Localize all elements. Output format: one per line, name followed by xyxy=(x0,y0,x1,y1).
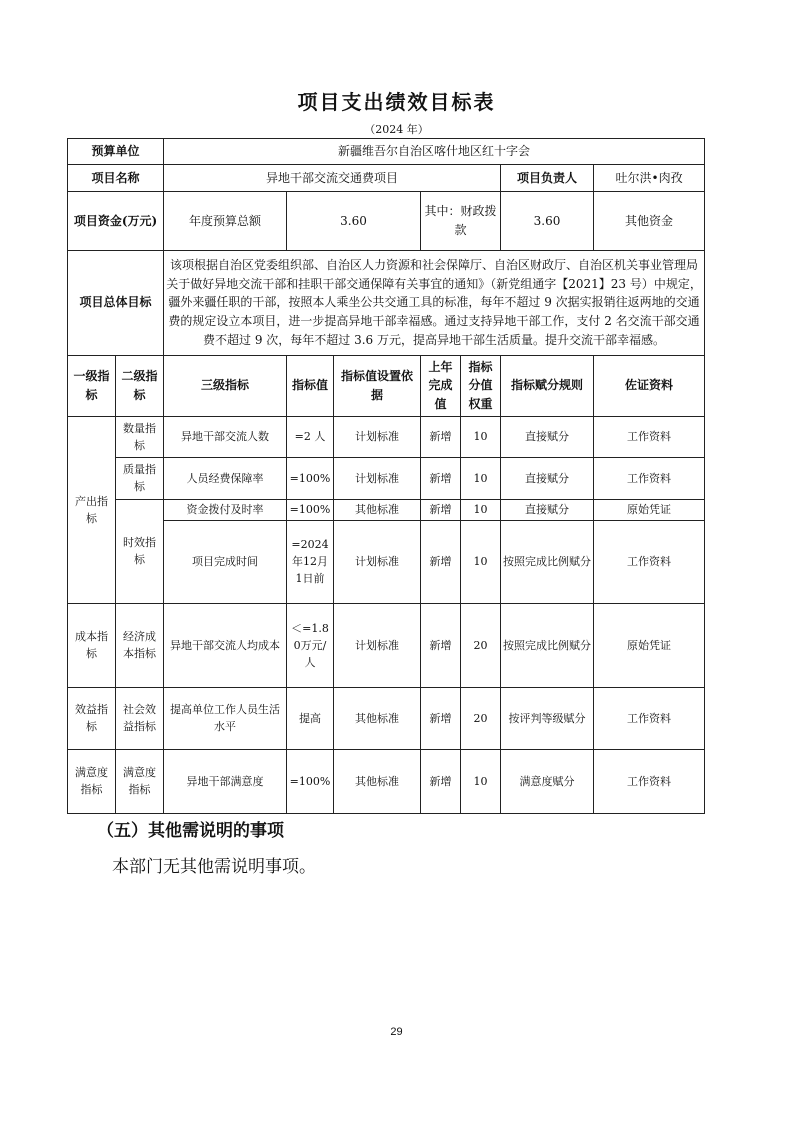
col-level3: 三级指标 xyxy=(164,355,287,416)
goal-text: 该项根据自治区党委组织部、自治区人力资源和社会保障厅、自治区财政厅、自治区机关事业管理局关于做好异地交流干部和挂职干部交通保障有关事宜的通知》（新党组通字【2021】23 号）中规定，疆外来疆任职的干部，按照本人乘坐公共交通工具的标准，每年不超过 9 次据实报销往返两地的交通费的规定设立本项目，进一步提高异地干部幸福感。通过支持异地干部工作，支付 2 名交流干部交通费不超过 9 次，每年不超过 3.6 万元，提高异地干部生活质量。提升交流干部幸福感。 xyxy=(164,250,705,355)
row-last: 新增 xyxy=(421,603,461,687)
section-heading: （五）其他需说明的事项 xyxy=(97,821,284,841)
row-name: 项目完成时间 xyxy=(164,520,287,603)
row-value: =100% xyxy=(287,749,334,813)
col-basis: 指标值设置依据 xyxy=(334,355,421,416)
page-subtitle: （2024 年） xyxy=(364,123,429,136)
col-value: 指标值 xyxy=(287,355,334,416)
row-value: =100% xyxy=(287,499,334,520)
row-value: =2 人 xyxy=(287,416,334,457)
row-basis: 计划标准 xyxy=(334,416,421,457)
group-economic-cost: 经济成本指标 xyxy=(116,603,164,687)
annual-value: 3.60 xyxy=(287,192,421,251)
table-row xyxy=(68,457,705,499)
col-evidence: 佐证资料 xyxy=(594,355,705,416)
table-row xyxy=(68,749,705,813)
row-weight: 20 xyxy=(461,687,501,749)
row-evidence: 工作资料 xyxy=(594,749,705,813)
row-evidence: 工作资料 xyxy=(594,457,705,499)
row-name: 资金拨付及时率 xyxy=(164,499,287,520)
row-rule: 按照完成比例赋分 xyxy=(501,603,594,687)
other-funds-label: 其他资金 xyxy=(625,213,674,228)
row-name: 异地干部交流人数 xyxy=(164,416,287,457)
unit-value: 新疆维吾尔自治区喀什地区红十字会 xyxy=(164,139,705,165)
row-rule: 直接赋分 xyxy=(501,499,594,520)
row-evidence: 工作资料 xyxy=(594,687,705,749)
group-social-benefit: 社会效益指标 xyxy=(116,687,164,749)
group-cost: 成本指标 xyxy=(68,603,116,687)
goal-label: 项目总体目标 xyxy=(68,250,164,355)
performance-table xyxy=(67,138,705,814)
fiscal-value: 3.60 xyxy=(501,192,594,251)
fiscal-label: 其中：财政拨款 xyxy=(421,192,501,251)
row-evidence: 工作资料 xyxy=(594,520,705,603)
table-row xyxy=(68,520,705,603)
row-weight: 20 xyxy=(461,603,501,687)
row-last: 新增 xyxy=(421,499,461,520)
column-header-row xyxy=(68,355,705,416)
header-row-goal xyxy=(68,250,705,355)
row-name: 异地干部交流人均成本 xyxy=(164,603,287,687)
row-weight: 10 xyxy=(461,499,501,520)
row-basis: 计划标准 xyxy=(334,520,421,603)
project-name-label: 项目名称 xyxy=(68,165,164,192)
table-row xyxy=(68,416,705,457)
row-basis: 计划标准 xyxy=(334,457,421,499)
row-value: =2024年12月1日前 xyxy=(287,520,334,603)
row-last: 新增 xyxy=(421,416,461,457)
col-weight: 指标分值权重 xyxy=(461,355,501,416)
row-basis: 计划标准 xyxy=(334,603,421,687)
group-satisfaction: 满意度指标 xyxy=(68,749,116,813)
annual-label: 年度预算总额 xyxy=(164,192,287,251)
leader-label: 项目负责人 xyxy=(501,165,594,192)
row-last: 新增 xyxy=(421,687,461,749)
col-level2: 二级指标 xyxy=(116,355,164,416)
row-last: 新增 xyxy=(421,457,461,499)
row-evidence: 原始凭证 xyxy=(594,603,705,687)
other-funds-label-cell xyxy=(594,192,705,251)
row-basis: 其他标准 xyxy=(334,749,421,813)
table-row xyxy=(68,603,705,687)
row-evidence: 原始凭证 xyxy=(594,499,705,520)
header-row-funds xyxy=(68,192,705,251)
header-row-project xyxy=(68,165,705,192)
row-rule: 直接赋分 xyxy=(501,457,594,499)
group-output: 产出指标 xyxy=(68,416,116,603)
group-benefit: 效益指标 xyxy=(68,687,116,749)
row-name: 提高单位工作人员生活水平 xyxy=(164,687,287,749)
col-level1: 一级指标 xyxy=(68,355,116,416)
row-rule: 直接赋分 xyxy=(501,416,594,457)
row-weight: 10 xyxy=(461,416,501,457)
section-paragraph: 本部门无其他需说明事项。 xyxy=(112,857,316,877)
group-quantity: 数量指标 xyxy=(116,416,164,457)
page-title: 项目支出绩效目标表 xyxy=(297,90,496,114)
leader-value: 吐尔洪•肉孜 xyxy=(594,165,705,192)
row-last: 新增 xyxy=(421,520,461,603)
col-rule: 指标赋分规则 xyxy=(501,355,594,416)
row-name: 异地干部满意度 xyxy=(164,749,287,813)
row-value: =100% xyxy=(287,457,334,499)
row-weight: 10 xyxy=(461,749,501,813)
group-timeliness: 时效指标 xyxy=(116,499,164,603)
header-row-unit xyxy=(68,139,705,165)
row-last: 新增 xyxy=(421,749,461,813)
row-weight: 10 xyxy=(461,457,501,499)
row-value: ＜=1.80万元/人 xyxy=(287,603,334,687)
row-basis: 其他标准 xyxy=(334,687,421,749)
unit-label: 预算单位 xyxy=(68,139,164,165)
row-value: 提高 xyxy=(287,687,334,749)
row-weight: 10 xyxy=(461,520,501,603)
row-rule: 按照完成比例赋分 xyxy=(501,520,594,603)
row-name: 人员经费保障率 xyxy=(164,457,287,499)
row-rule: 按评判等级赋分 xyxy=(501,687,594,749)
group-satisfaction-sub: 满意度指标 xyxy=(116,749,164,813)
row-basis: 其他标准 xyxy=(334,499,421,520)
col-last-year: 上年完成值 xyxy=(421,355,461,416)
table-row xyxy=(68,687,705,749)
row-evidence: 工作资料 xyxy=(594,416,705,457)
project-name-value: 异地干部交流交通费项目 xyxy=(164,165,501,192)
group-quality: 质量指标 xyxy=(116,457,164,499)
table-row xyxy=(68,499,705,520)
funds-label: 项目资金(万元) xyxy=(68,192,164,251)
page-number: 29 xyxy=(390,1026,403,1038)
row-rule: 满意度赋分 xyxy=(501,749,594,813)
